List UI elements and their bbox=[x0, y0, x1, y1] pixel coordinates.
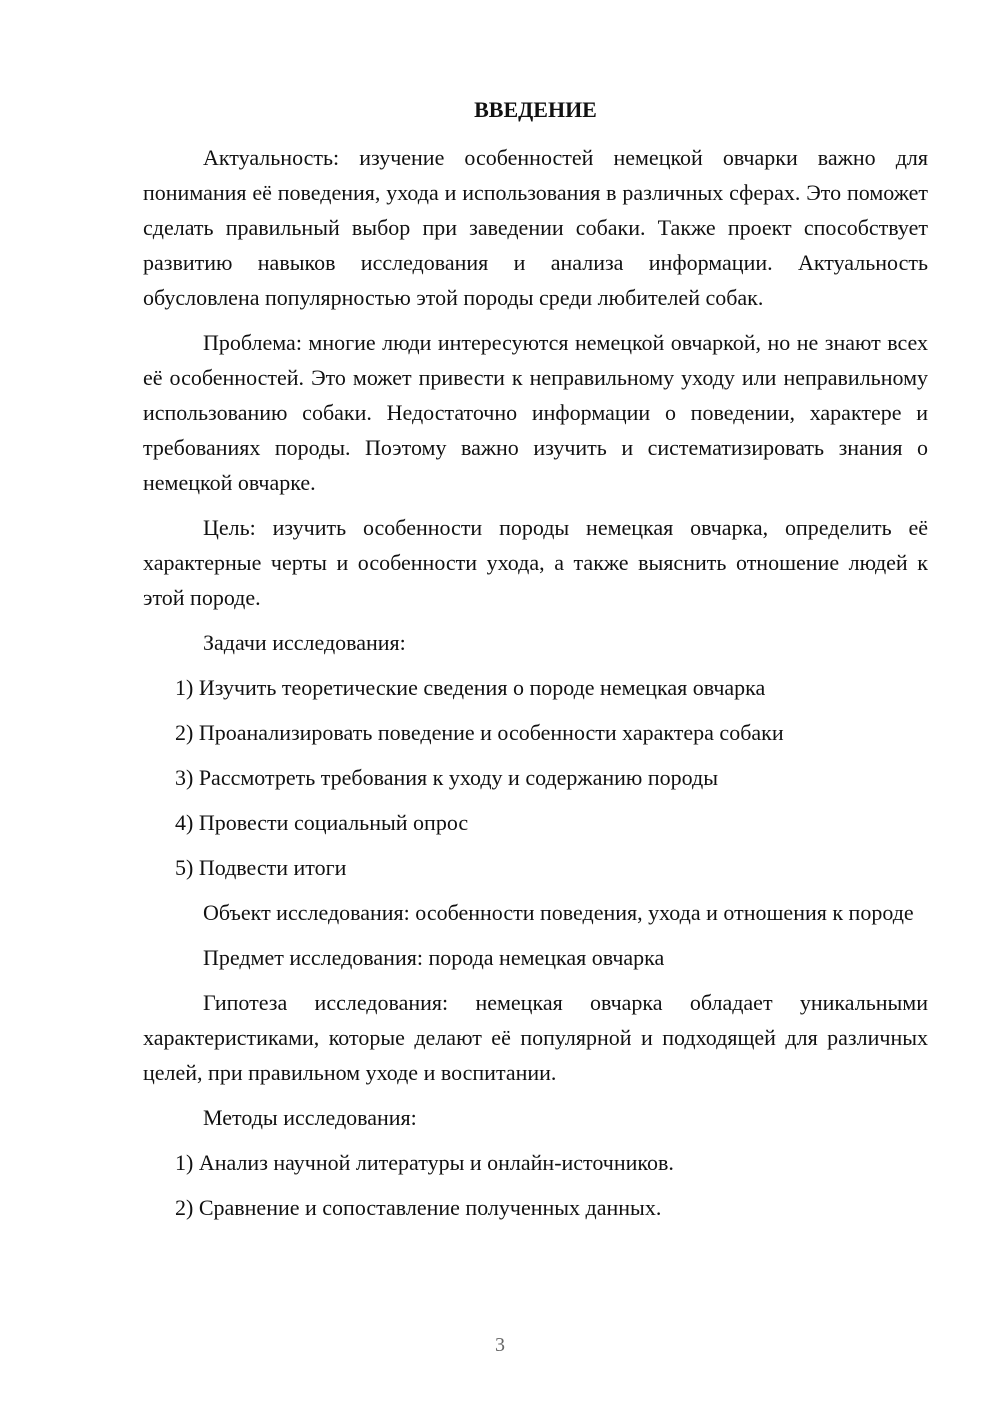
object-paragraph: Объект исследования: особенности поведения, ухода и отношения к породе bbox=[203, 900, 914, 925]
list-item: 1) Изучить теоретические сведения о породе немецкая овчарка bbox=[175, 675, 766, 700]
page-number: 3 bbox=[495, 1334, 505, 1356]
list-item: 1) Анализ научной литературы и онлайн-источников. bbox=[175, 1150, 674, 1175]
list-item: 2) Сравнение и сопоставление полученных данных. bbox=[175, 1195, 662, 1220]
subject-paragraph: Предмет исследования: порода немецкая овчарка bbox=[203, 945, 665, 970]
methods-list bbox=[143, 1145, 928, 1225]
list-item: 2) Проанализировать поведение и особенности характера собаки bbox=[175, 720, 784, 745]
problem-paragraph: Проблема: многие люди интересуются немецкой овчаркой, но не знают всех её особенностей. Это может привести к неправильному уходу или неправильному использованию собаки. Недостаточно информации о поведении, характере и требованиях породы. Поэтому важно изучить и систематизировать знания о немецкой овчарке. bbox=[143, 330, 928, 495]
section-heading: ВВЕДЕНИЕ bbox=[474, 97, 597, 122]
list-item: 5) Подвести итоги bbox=[175, 855, 347, 880]
list-item: 3) Рассмотреть требования к уходу и содержанию породы bbox=[175, 765, 718, 790]
page-content bbox=[143, 92, 928, 1235]
tasks-title: Задачи исследования: bbox=[203, 630, 406, 655]
tasks-list bbox=[143, 670, 928, 885]
hypothesis-paragraph: Гипотеза исследования: немецкая овчарка обладает уникальными характеристиками, которые делают её популярной и подходящей для различных целей, при правильном уходе и воспитании. bbox=[143, 990, 928, 1085]
methods-title: Методы исследования: bbox=[203, 1105, 417, 1130]
list-item: 4) Провести социальный опрос bbox=[175, 810, 469, 835]
relevance-paragraph: Актуальность: изучение особенностей немецкой овчарки важно для понимания её поведения, ухода и использования в различных сферах. Это поможет сделать правильный выбор при заведении собаки. Также проект способствует развитию навыков исследования и анализа информации. Актуальность обусловлена популярностью этой породы среди любителей собак. bbox=[143, 145, 928, 310]
goal-paragraph: Цель: изучить особенности породы немецкая овчарка, определить её характерные черты и особенности ухода, а также выяснить отношение людей к этой породе. bbox=[143, 515, 928, 610]
